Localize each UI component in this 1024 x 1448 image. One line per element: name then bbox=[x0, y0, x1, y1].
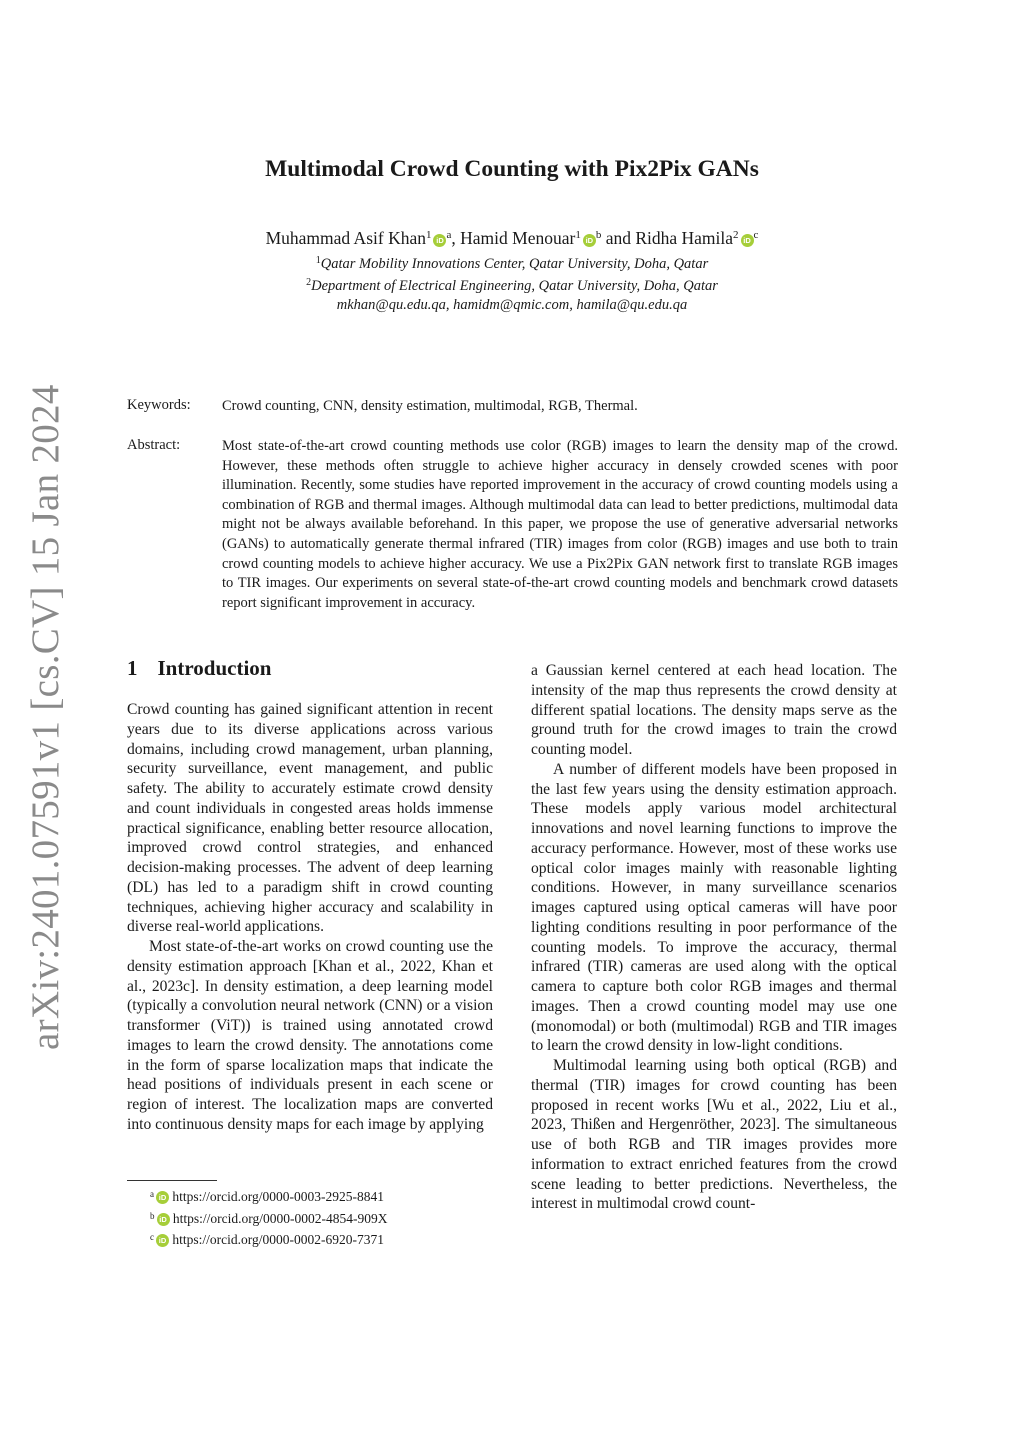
orcid-icon[interactable]: iD bbox=[583, 234, 596, 247]
footnote-mark: c bbox=[150, 1232, 154, 1242]
orcid-link[interactable]: https://orcid.org/0000-0002-6920-7371 bbox=[172, 1232, 384, 1247]
abstract-label: Abstract: bbox=[127, 437, 181, 453]
orcid-icon[interactable]: iD bbox=[433, 234, 446, 247]
affiliation-text: Department of Electrical Engineering, Qatar University, Doha, Qatar bbox=[311, 278, 718, 294]
arxiv-identifier-stamp: arXiv:2401.07591v1 [cs.CV] 15 Jan 2024 bbox=[24, 384, 67, 1050]
orcid-footnote-mark: b bbox=[595, 229, 602, 241]
author-separator: , bbox=[451, 228, 461, 248]
section-title: Introduction bbox=[157, 656, 272, 680]
section-heading bbox=[127, 656, 271, 681]
orcid-icon[interactable]: iD bbox=[741, 234, 754, 247]
author-affiliation-mark: 2 bbox=[733, 229, 739, 241]
author-list bbox=[0, 228, 1024, 249]
body-column-right bbox=[531, 661, 897, 1214]
body-column-left bbox=[127, 700, 493, 1135]
footnote bbox=[150, 1228, 387, 1250]
author-affiliation-mark: 1 bbox=[425, 229, 432, 241]
affiliation-number: 2 bbox=[306, 277, 312, 288]
footnote-mark: b bbox=[150, 1210, 155, 1221]
author-name: Ridha Hamila bbox=[635, 228, 734, 248]
body-paragraph: a Gaussian kernel centered at each head location. The intensity of the map thus represents the crowd density at different spatial locations. The density maps serve as the ground truth for the crowd images to train the crowd counting model. bbox=[531, 662, 897, 758]
author-emails: mkhan@qu.edu.qa, hamidm@qmic.com, hamila@qu.edu.qa bbox=[336, 297, 688, 313]
body-paragraph: Multimodal learning using both optical (RGB) and thermal (TIR) images for crowd counting has been proposed in recent works [Wu et al., 2022, Liu et al., 2023, Thißen and Hergenröther, 2023]. The simultaneous use of both RGB and TIR images provides more information to extract enriched features from the crowd scene leading to better predictions. Nevertheless, the interest in multimodal crowd count- bbox=[531, 1057, 897, 1213]
footnote bbox=[150, 1207, 387, 1229]
orcid-icon: iD bbox=[156, 1234, 169, 1247]
orcid-link[interactable]: https://orcid.org/0000-0002-4854-909X bbox=[172, 1210, 388, 1226]
body-paragraph: Crowd counting has gained significant attention in recent years due to its diverse applications across various domains, including crowd management, urban planning, security surveillance, event management, and public safety. The ability to accurately estimate crowd density and count individuals in congested areas holds immense practical significance, enabling better resource allocation, improved crowd control strategies, and enhanced decision-making processes. The advent of deep learning (DL) has led to a paradigm shift in crowd counting techniques, achieving higher accuracy and scalability in diverse real-world applications. bbox=[127, 701, 493, 936]
abstract-text: Most state-of-the-art crowd counting methods use color (RGB) images to learn the density map of the crowd. However, these methods often struggle to achieve higher accuracy in densely crowded scenes with poor illumination. Recently, some studies have reported improvement in the accuracy of crowd counting models using a combination of RGB and thermal images. Although multimodal data can lead to better predictions, multimodal data might not be always available beforehand. In this paper, we propose the use of generative adversarial networks (GANs) to automatically generate thermal infrared (TIR) images from color (RGB) images and use both to train crowd counting models to achieve higher accuracy. We use a Pix2Pix GAN network first to translate RGB images to TIR images. Our experiments on several state-of-the-art crowd counting models and benchmark crowd datasets report significant improvement in accuracy. bbox=[222, 438, 898, 611]
keywords-text: Crowd counting, CNN, density estimation, multimodal, RGB, Thermal. bbox=[222, 398, 638, 414]
orcid-icon: iD bbox=[156, 1191, 169, 1204]
author-affiliation-mark: 1 bbox=[575, 229, 581, 241]
affiliation-text: Qatar Mobility Innovations Center, Qatar University, Doha, Qatar bbox=[320, 256, 709, 272]
paper-title: Multimodal Crowd Counting with Pix2Pix GANs bbox=[265, 156, 759, 182]
affiliation-1 bbox=[0, 255, 1024, 273]
affiliation-number: 1 bbox=[315, 255, 321, 266]
body-paragraph: A number of different models have been proposed in the last few years using the density estimation approach. These models apply various model architectural innovations and novel learning functions to improve the accuracy performance. However, most of these works use optical color images mainly with reasonable lighting conditions. However, in many surveillance scenarios images captured using optical cameras will have poor lighting conditions resulting in poor performance of the counting models. To improve the accuracy, thermal infrared (TIR) cameras are used along with the optical camera to capture both color RGB images and thermal images. Then a crowd counting model may use one (monomodal) or both (multimodal) RGB and TIR images to learn the crowd density in low-light conditions. bbox=[531, 760, 897, 1055]
footnote-mark: a bbox=[150, 1189, 154, 1199]
affiliation-2 bbox=[0, 277, 1024, 295]
author-separator: and bbox=[601, 228, 636, 248]
body-paragraph: Most state-of-the-art works on crowd counting use the density estimation approach [Khan et al., 2022, Khan et al., 2023c]. In density estimation, a deep learning model (typically a convolution neural network (CNN) or a vision transformer (ViT)) is trained using annotated crowd images to learn the crowd density. The annotations come in the form of sparse localization maps that indicate the head positions of individuals present in each scene or region of interest. The localization maps are converted into continuous density maps for each image by applying bbox=[127, 938, 493, 1133]
orcid-link[interactable]: https://orcid.org/0000-0003-2925-8841 bbox=[172, 1189, 384, 1204]
footnote-rule bbox=[127, 1180, 217, 1181]
orcid-footnote-mark: c bbox=[753, 229, 759, 241]
footnote bbox=[150, 1185, 387, 1207]
author-name: Muhammad Asif Khan bbox=[265, 228, 426, 248]
footnotes bbox=[150, 1185, 387, 1250]
author-name: Hamid Menouar bbox=[460, 228, 576, 248]
keywords-label: Keywords: bbox=[127, 397, 191, 413]
section-number: 1 bbox=[127, 656, 138, 680]
orcid-footnote-mark: a bbox=[446, 229, 452, 241]
orcid-icon: iD bbox=[157, 1213, 170, 1226]
